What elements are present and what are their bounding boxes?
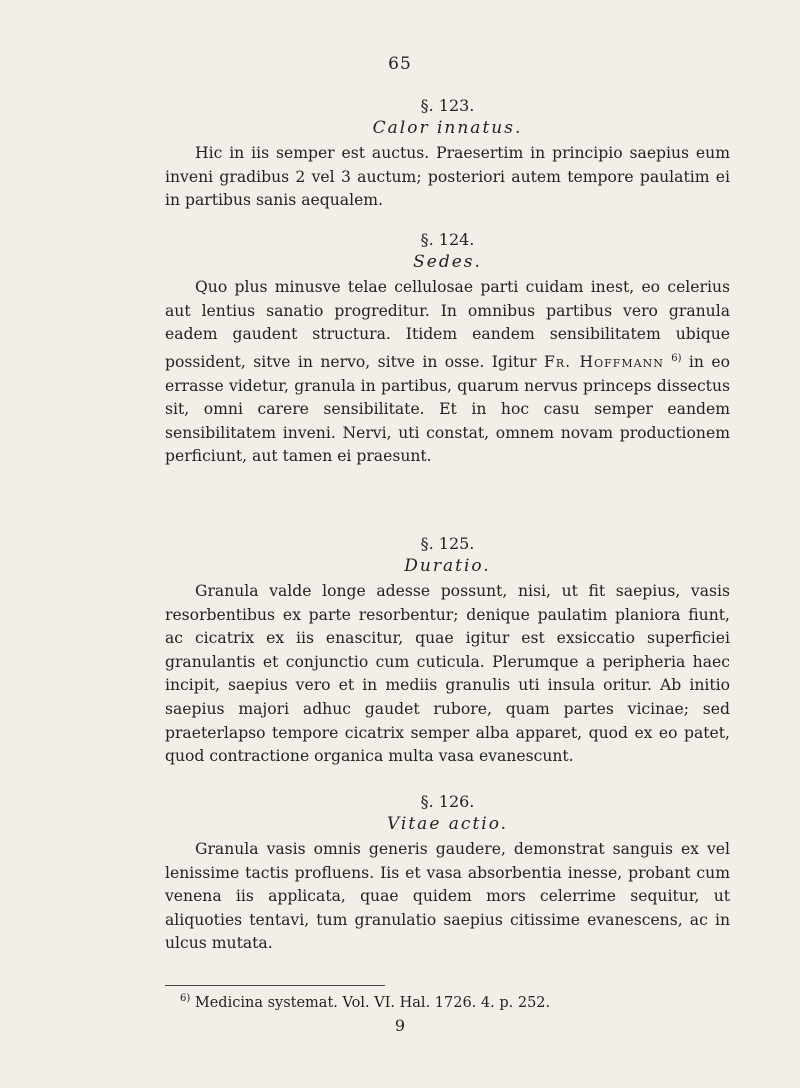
- section-125: [165, 534, 730, 769]
- printer-signature: 9: [394, 1016, 406, 1035]
- section-paragraph: [165, 276, 730, 469]
- footnote: [180, 993, 730, 1011]
- page-number: 65: [388, 54, 412, 74]
- section-title: Vitae actio.: [386, 814, 509, 834]
- section-title: Calor innatus.: [372, 118, 523, 138]
- footnote-reference: 6): [671, 352, 682, 364]
- footnote-rule: [165, 985, 385, 986]
- footnote-text: Medicina systemat. Vol. VI. Hal. 1726. 4. p. 252.: [194, 994, 551, 1011]
- section-number: §. 126.: [420, 792, 475, 811]
- section-paragraph: Granula valde longe adesse possunt, nisi, ut fit saepius, vasis resorbentibus ex parte resorbentur; denique paulatim planiora fiunt, ac cicatrix ex iis enascitur, quae igitur est exsiccatio superficiei granulantis et conjunctio cum cuticula. Plerumque a peripheria haec incipit, saepius vero et in mediis granulis uti insula oritur. Ab initio saepius majori adhuc gaudet rubore, quam partes vicinae; sed praeterlapso tempore cicatrix semper alba apparet, quod ex eo patet, quod contractione organica multa vasa evanescunt.: [165, 582, 730, 766]
- author-name: Fr. Hoffmann: [544, 352, 664, 371]
- section-title: Duratio.: [404, 556, 491, 576]
- section-title: Sedes.: [413, 252, 482, 272]
- section-number: §. 124.: [420, 230, 475, 249]
- section-number: §. 123.: [420, 96, 475, 115]
- paragraph-text: in eo errasse videtur, granula in partibus, quarum nervus princeps dissectus sit, omni carere sensibilitate. Et in hoc casu semper eandem sensibilitatem inveni. Nervi, uti constat, omnem novam productionem perficiunt, aut tamen ei praesunt.: [165, 352, 730, 466]
- section-124: [165, 230, 730, 469]
- section-126: [165, 792, 730, 956]
- footnote-marker: 6): [180, 993, 191, 1004]
- section-number: §. 125.: [420, 534, 475, 553]
- section-paragraph: Granula vasis omnis generis gaudere, demonstrat sanguis ex vel lenissime tactis profluens. Iis et vasa absorbentia inesse, probant cum venena iis applicata, quae quidem mors celerrime sequitur, ut aliquoties tentavi, tum granulatio saepius citissime evanescens, ac in ulcus mutata.: [165, 840, 730, 953]
- paragraph-text: Quo plus minusve telae cellulosae parti cuidam inest, eo celerius aut lentius sanatio progreditur. In omnibus partibus vero granula eadem gaudent structura. Itidem eandem sensibilitatem ubique possident, sitve in nervo, sitve in osse. Igitur: [165, 278, 730, 371]
- section-123: [165, 96, 730, 213]
- section-paragraph: Hic in iis semper est auctus. Praesertim in principio saepius eum inveni gradibus 2 vel 3 auctum; posteriori autem tempore paulatim ei in partibus sanis aequalem.: [165, 144, 730, 210]
